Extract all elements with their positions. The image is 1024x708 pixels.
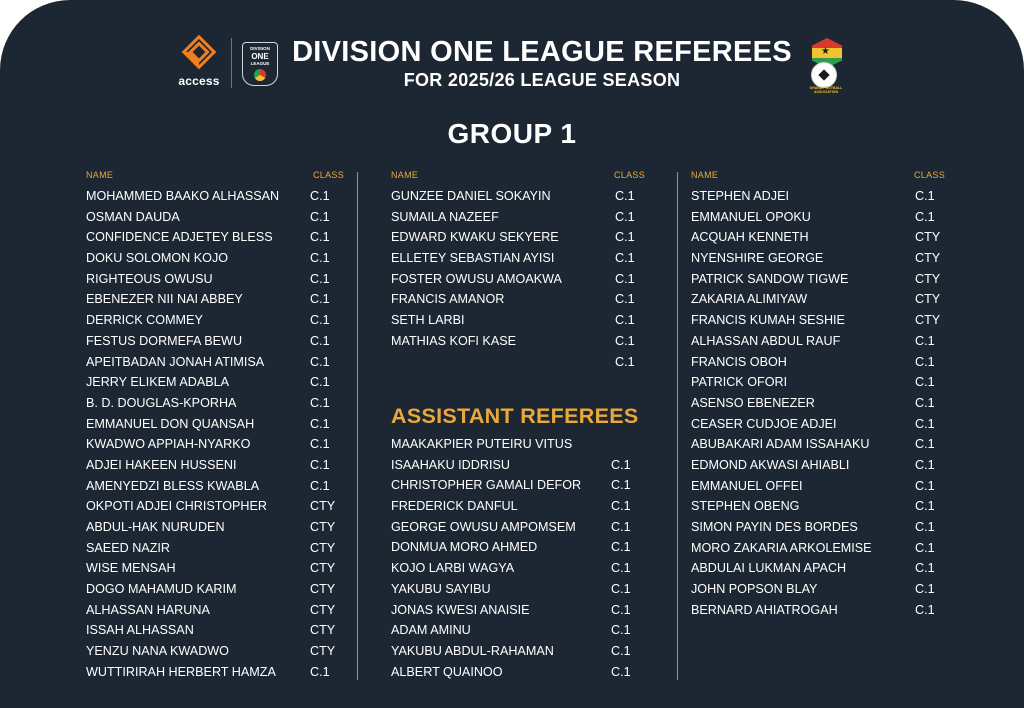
name-header: NAME (691, 170, 719, 180)
referee-row (691, 476, 945, 497)
referee-name: KWADWO APPIAH-NYARKO (86, 437, 251, 452)
referee-name: ABUBAKARI ADAM ISSAHAKU (691, 437, 870, 452)
assistant-referees-list (391, 434, 645, 682)
referee-class: C.1 (310, 209, 330, 224)
sponsor-name: access (178, 74, 220, 88)
referee-name: FRANCIS KUMAH SESHIE (691, 313, 845, 328)
access-bank-logo (172, 34, 226, 90)
referee-row (691, 579, 945, 600)
referee-class: C.1 (310, 457, 330, 472)
badge-ball-icon (254, 69, 266, 81)
referee-row (86, 579, 344, 600)
referee-class: C.1 (310, 375, 330, 390)
referee-class: C.1 (915, 582, 935, 597)
referee-row (391, 475, 645, 496)
referee-row (391, 558, 645, 579)
referee-name: EMMANUEL OPOKU (691, 209, 811, 224)
referee-class: C.1 (310, 437, 330, 452)
referee-name: ASENSO EBENEZER (691, 395, 815, 410)
referee-row (691, 393, 945, 414)
referee-row (86, 269, 344, 290)
name-header: NAME (391, 170, 419, 180)
referee-class: C.1 (310, 354, 330, 369)
referee-row (691, 331, 945, 352)
referee-name: SETH LARBI (391, 313, 465, 328)
referee-class: CTY (915, 251, 941, 266)
referee-name: DOKU SOLOMON KOJO (86, 251, 229, 266)
referee-name: JOHN POPSON BLAY (691, 582, 818, 597)
referee-name: DONMUA MORO AHMED (391, 540, 538, 555)
referee-row (391, 352, 645, 373)
referee-row (86, 641, 344, 662)
referee-name: ADJEI HAKEEN HUSSENI (86, 457, 237, 472)
referee-class: C.1 (310, 251, 330, 266)
referee-class: C.1 (611, 643, 631, 658)
referee-row (391, 248, 645, 269)
referee-class: C.1 (310, 664, 330, 679)
page-subtitle: FOR 2025/26 LEAGUE SEASON (403, 70, 681, 90)
referee-class: C.1 (615, 251, 635, 266)
referee-class: C.1 (615, 230, 635, 245)
referee-row (86, 310, 344, 331)
referee-name: ALHASSAN ABDUL RAUF (691, 333, 841, 348)
referee-name: MOHAMMED BAAKO ALHASSAN (86, 189, 280, 203)
referee-row (691, 538, 945, 559)
referee-name: ISAAHAKU IDDRISU (391, 457, 510, 472)
referee-name: EBENEZER NII NAI ABBEY (86, 292, 243, 307)
referee-name: SIMON PAYIN DES BORDES (691, 520, 858, 534)
referee-name: PATRICK OFORI (691, 375, 788, 390)
referee-name: KOJO LARBI WAGYA (391, 561, 515, 576)
referee-name: YAKUBU SAYIBU (391, 581, 491, 596)
referee-class: C.1 (310, 395, 330, 410)
referee-class: CTY (915, 313, 941, 328)
referee-row (391, 579, 645, 600)
referee-name: OKPOTI ADJEI CHRISTOPHER (86, 499, 268, 514)
referee-name: WUTTIRIRAH HERBERT HAMZA (86, 664, 276, 679)
referee-class: C.1 (611, 561, 631, 576)
referee-class: CTY (310, 644, 336, 659)
referee-class: C.1 (915, 375, 935, 390)
referee-row (691, 269, 945, 290)
referee-name: MORO ZAKARIA ARKOLEMISE (691, 540, 872, 555)
referee-name: CONFIDENCE ADJETEY BLESS (86, 230, 273, 245)
referee-row (391, 289, 645, 310)
referee-name: SUMAILA NAZEEF (391, 209, 499, 224)
gfa-logo-text: GHANA FOOTBALL ASSOCIATION (809, 86, 843, 94)
referee-row (391, 207, 645, 228)
referee-name: GEORGE OWUSU AMPOMSEM (391, 519, 576, 534)
badge-line-1: DIVISION (250, 46, 270, 51)
referee-class: C.1 (611, 664, 631, 679)
referee-row (86, 455, 344, 476)
referee-name: EMMANUEL OFFEI (691, 478, 803, 493)
referee-class: C.1 (915, 416, 935, 431)
referee-class: C.1 (615, 292, 635, 307)
referee-row (86, 434, 344, 455)
referee-class: C.1 (615, 189, 635, 203)
referee-class: C.1 (310, 189, 330, 203)
referee-class: C.1 (611, 457, 631, 472)
referee-class: C.1 (611, 519, 631, 534)
referee-class: C.1 (615, 209, 635, 224)
assistant-referees-title: ASSISTANT REFEREES (391, 404, 639, 428)
referee-name: SAEED NAZIR (86, 540, 170, 555)
referee-class: C.1 (611, 581, 631, 596)
referee-row (691, 434, 945, 455)
referee-row (391, 537, 645, 558)
referee-name: DOGO MAHAMUD KARIM (86, 582, 237, 597)
referee-class: C.1 (615, 333, 635, 348)
referee-name: FESTUS DORMEFA BEWU (86, 333, 243, 348)
referee-row (86, 331, 344, 352)
referee-class: C.1 (915, 561, 935, 576)
referee-class: C.1 (615, 271, 635, 286)
referee-name: B. D. DOUGLAS-KPORHA (86, 395, 237, 410)
referee-row (86, 600, 344, 621)
referee-name: ALBERT QUAINOO (391, 664, 503, 679)
referee-class: C.1 (615, 354, 635, 369)
referee-class: C.1 (611, 540, 631, 555)
referee-name: JONAS KWESI ANAISIE (391, 602, 530, 617)
referee-name: STEPHEN ADJEI (691, 189, 789, 203)
referee-name: JERRY ELIKEM ADABLA (86, 375, 230, 390)
referee-class: CTY (310, 540, 336, 555)
referee-name: PATRICK SANDOW TIGWE (691, 271, 849, 286)
referee-row (691, 289, 945, 310)
referee-class: C.1 (915, 520, 935, 534)
referee-row (86, 662, 344, 683)
column-header (86, 170, 344, 186)
referee-class: C.1 (310, 292, 330, 307)
referee-class: CTY (310, 520, 336, 534)
referee-row (391, 600, 645, 621)
referee-class: C.1 (915, 478, 935, 493)
referee-row (391, 620, 645, 641)
referee-name: GUNZEE DANIEL SOKAYIN (391, 189, 551, 203)
referee-name: DERRICK COMMEY (86, 313, 203, 328)
referee-row (391, 641, 645, 662)
referee-name: BERNARD AHIATROGAH (691, 602, 838, 617)
referee-row (86, 393, 344, 414)
referee-row (391, 227, 645, 248)
referee-name: STEPHEN OBENG (691, 499, 800, 514)
referee-class: C.1 (310, 230, 330, 245)
name-header: NAME (86, 170, 114, 180)
referee-name: APEITBADAN JONAH ATIMISA (86, 354, 265, 369)
referee-row (86, 207, 344, 228)
referee-row (86, 517, 344, 538)
referee-class: CTY (915, 292, 941, 307)
referee-name: OSMAN DAUDA (86, 209, 180, 224)
referee-row (691, 227, 945, 248)
referee-row (691, 186, 945, 207)
division-one-league-badge (242, 42, 278, 86)
referee-name: YENZU NANA KWADWO (86, 644, 229, 659)
referee-name: ABDUL-HAK NURUDEN (86, 520, 225, 534)
referee-name: ZAKARIA ALIMIYAW (691, 292, 808, 307)
referee-name: ADAM AMINU (391, 623, 471, 638)
referee-name: FRANCIS AMANOR (391, 292, 505, 307)
referee-row (391, 455, 645, 476)
referee-class: C.1 (310, 416, 330, 431)
referee-row (391, 331, 645, 352)
class-header: CLASS (312, 170, 344, 180)
referee-name: FOSTER OWUSU AMOAKWA (391, 271, 562, 286)
referee-class: CTY (310, 582, 336, 597)
column-header (391, 170, 645, 186)
group-title: GROUP 1 (447, 118, 577, 149)
referee-class: CTY (915, 271, 941, 286)
referee-row (86, 538, 344, 559)
referee-row (691, 310, 945, 331)
referee-class: C.1 (915, 209, 935, 224)
referee-class: C.1 (915, 354, 935, 369)
referee-column-1 (86, 170, 344, 683)
access-diamond-icon (180, 34, 218, 72)
badge-line-3: LEAGUE (250, 61, 270, 66)
referee-row (86, 352, 344, 373)
referee-row (691, 207, 945, 228)
referee-class: C.1 (915, 189, 935, 203)
referee-row (86, 248, 344, 269)
referee-name: EDWARD KWAKU SEKYERE (391, 230, 559, 245)
referee-name: FREDERICK DANFUL (391, 499, 518, 514)
referee-name: ACQUAH KENNETH (691, 230, 809, 245)
referee-row (691, 517, 945, 538)
referee-class: C.1 (915, 499, 935, 514)
referee-row (691, 496, 945, 517)
referee-name: ELLETEY SEBASTIAN AYISI (391, 251, 555, 266)
referee-name: CHRISTOPHER GAMALI DEFOR (391, 478, 582, 493)
referee-row (391, 662, 645, 683)
column-header (691, 170, 945, 186)
referee-name: RIGHTEOUS OWUSU (86, 271, 213, 286)
referee-row (391, 310, 645, 331)
referee-class: C.1 (915, 333, 935, 348)
referee-class: C.1 (915, 602, 935, 617)
column-divider (677, 172, 678, 680)
referee-row (86, 476, 344, 497)
referee-name: MAAKAKPIER PUTEIRU VITUS (391, 437, 573, 451)
badge-line-2: ONE (251, 52, 269, 61)
referee-row (691, 455, 945, 476)
referee-column-3 (691, 170, 945, 620)
referee-class: C.1 (611, 602, 631, 617)
referee-row (391, 269, 645, 290)
referee-name: NYENSHIRE GEORGE (691, 251, 824, 266)
gfa-star-icon: ★ (821, 46, 830, 57)
referee-row (691, 600, 945, 621)
referee-class: C.1 (915, 437, 935, 452)
referee-row (391, 434, 645, 455)
referee-row (86, 558, 344, 579)
referee-class: C.1 (915, 540, 935, 555)
referee-name: YAKUBU ABDUL-RAHAMAN (391, 643, 554, 658)
referee-class: C.1 (611, 478, 631, 493)
ghana-fa-logo (806, 38, 846, 94)
referee-class: C.1 (611, 623, 631, 638)
referee-row (691, 414, 945, 435)
column-divider (357, 172, 358, 680)
referee-class: C.1 (915, 457, 935, 472)
referee-row (691, 558, 945, 579)
referee-column-2 (391, 170, 645, 372)
referee-row (391, 496, 645, 517)
logo-divider (231, 38, 232, 88)
referee-row (86, 496, 344, 517)
referee-name: FRANCIS OBOH (691, 354, 787, 369)
referee-row (86, 620, 344, 641)
referee-name: ALHASSAN HARUNA (86, 602, 210, 617)
referee-name: WISE MENSAH (86, 561, 176, 576)
referee-row (691, 372, 945, 393)
referee-row (86, 186, 344, 207)
referee-name: EMMANUEL DON QUANSAH (86, 416, 255, 431)
referee-class: CTY (310, 623, 336, 638)
referee-class: C.1 (310, 333, 330, 348)
referee-row (391, 517, 645, 538)
referee-name: MATHIAS KOFI KASE (391, 333, 517, 348)
referee-class: CTY (310, 602, 336, 617)
referee-row (691, 352, 945, 373)
referee-row (86, 372, 344, 393)
referee-row (391, 186, 645, 207)
referee-class: C.1 (611, 499, 631, 514)
referee-name: ISSAH ALHASSAN (86, 623, 194, 638)
referee-class: C.1 (310, 271, 330, 286)
page-title: DIVISION ONE LEAGUE REFEREES (292, 36, 792, 68)
referee-class: CTY (310, 499, 336, 514)
referee-name: CEASER CUDJOE ADJEI (691, 416, 837, 431)
referee-row (86, 414, 344, 435)
referee-class: C.1 (915, 395, 935, 410)
referee-name: AMENYEDZI BLESS KWABLA (86, 478, 260, 493)
referee-class: C.1 (310, 313, 330, 328)
class-header: CLASS (913, 170, 945, 180)
referee-name: EDMOND AKWASI AHIABLI (691, 457, 850, 472)
referee-class: C.1 (310, 478, 330, 493)
class-header: CLASS (613, 170, 645, 180)
referee-row (691, 248, 945, 269)
referee-class: CTY (310, 561, 336, 576)
referee-name: ABDULAI LUKMAN APACH (691, 561, 847, 576)
referee-row (86, 289, 344, 310)
referee-class: C.1 (615, 313, 635, 328)
referee-row (86, 227, 344, 248)
referee-class: CTY (915, 230, 941, 245)
gfa-football-icon (811, 62, 837, 88)
